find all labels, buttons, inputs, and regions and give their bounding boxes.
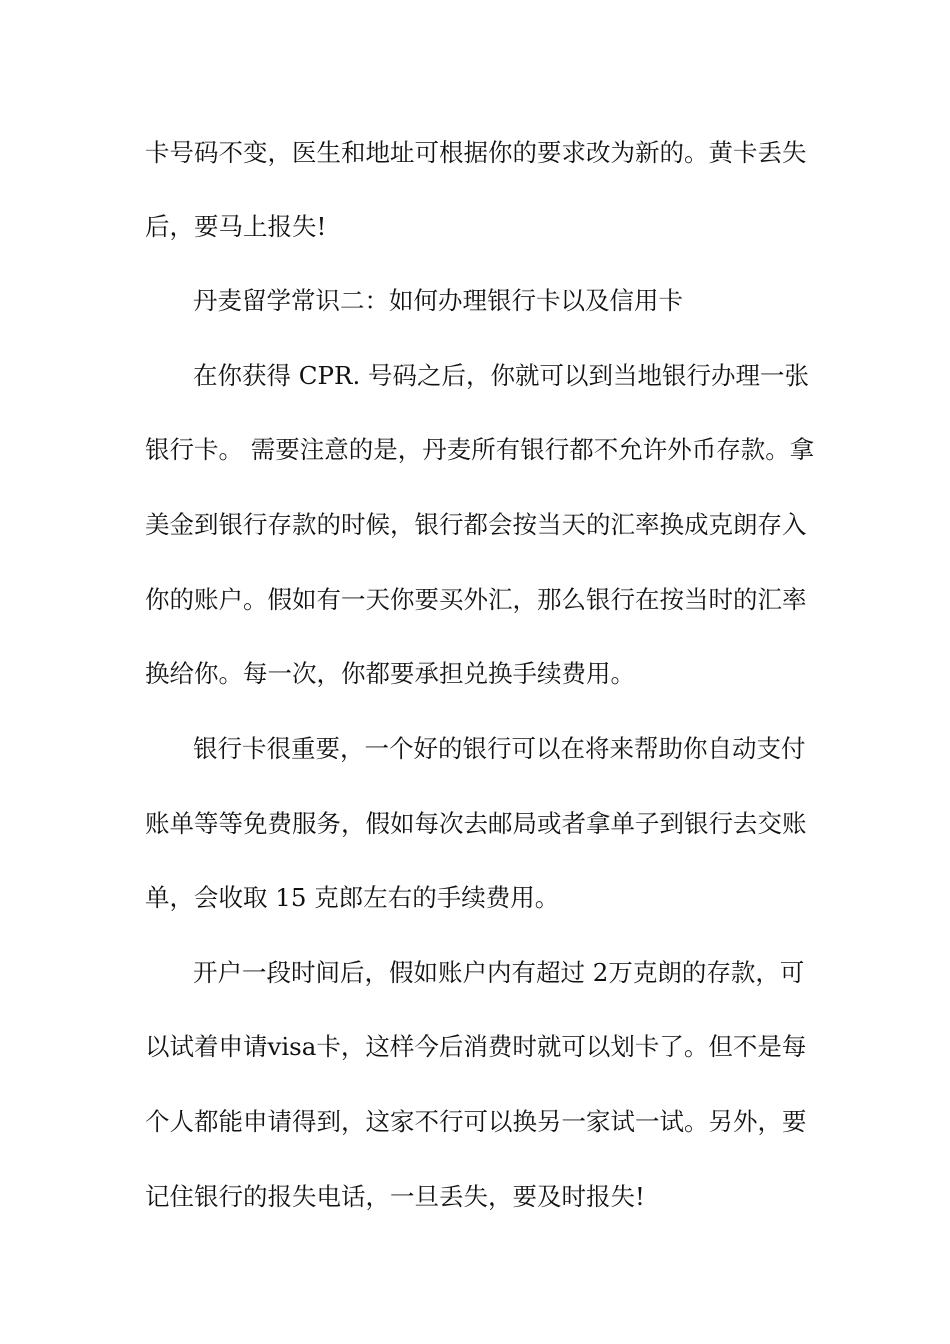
text-line: 单，会收取 15 克郎左右的手续费用。 — [145, 883, 560, 912]
section-heading: 丹麦留学常识二：如何办理银行卡以及信用卡 — [193, 286, 683, 315]
text-line: 账单等等免费服务，假如每次去邮局或者拿单子到银行去交账 — [145, 809, 807, 838]
text-line: 换给你。每一次，你都要承担兑换手续费用。 — [145, 659, 635, 688]
text-line: 以试着申请visa卡，这样今后消费时就可以划卡了。但不是每 — [145, 1032, 807, 1061]
text-line: 后，要马上报失! — [145, 212, 327, 241]
text-line: 银行卡。 需要注意的是，丹麦所有银行都不允许外币存款。拿 — [145, 435, 815, 464]
text-line: 美金到银行存款的时候，银行都会按当天的汇率换成克朗存入 — [145, 510, 807, 539]
text-line: 在你获得 CPR. 号码之后，你就可以到当地银行办理一张 — [193, 361, 810, 390]
text-line: 个人都能申请得到，这家不行可以换另一家试一试。另外，要 — [145, 1107, 807, 1136]
text-line: 开户一段时间后，假如账户内有超过 2万克朗的存款，可 — [193, 958, 805, 987]
text-line: 卡号码不变，医生和地址可根据你的要求改为新的。黄卡丢失 — [145, 138, 807, 167]
text-line: 记住银行的报失电话，一旦丢失，要及时报失! — [145, 1182, 645, 1211]
text-line: 银行卡很重要，一个好的银行可以在将来帮助你自动支付 — [193, 734, 806, 763]
text-line: 你的账户。假如有一天你要买外汇，那么银行在按当时的汇率 — [145, 585, 807, 614]
